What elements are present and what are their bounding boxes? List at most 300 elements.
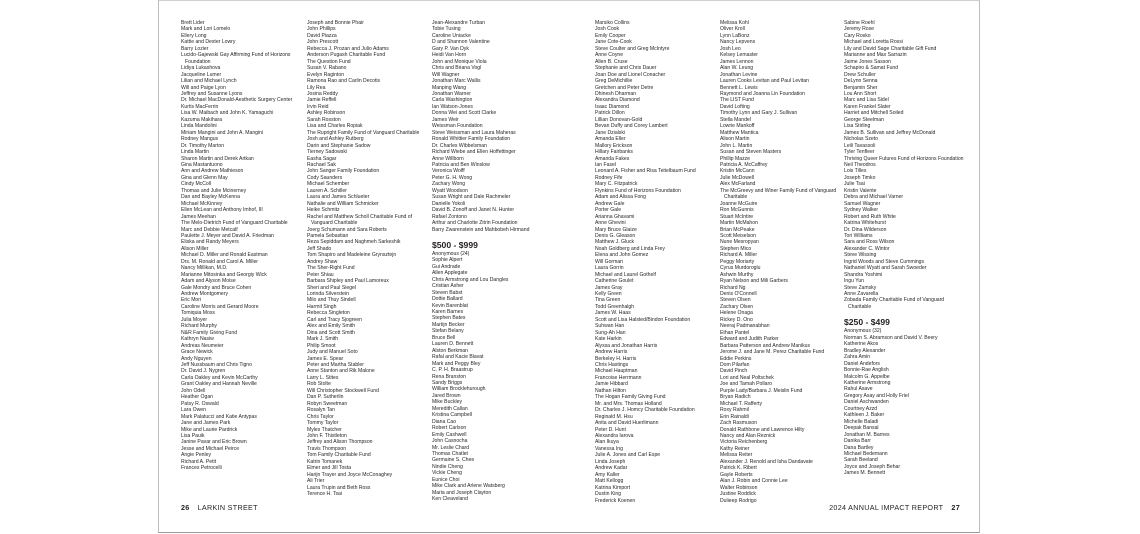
donor-name: Lynn LaBonz bbox=[720, 32, 750, 39]
donor-name: Caroline Morris and Gerard Moore bbox=[181, 303, 259, 310]
donor-name: Anderson Pugash Charitable Fund bbox=[307, 52, 386, 59]
donor-name: Walter Robinson bbox=[720, 484, 758, 491]
donor-name: Katrina Kimport bbox=[595, 484, 631, 491]
donor-name: Tori Williams bbox=[844, 232, 873, 239]
donor-name: Nindie Cheng bbox=[432, 463, 463, 470]
donor-name: Benjamin Sher bbox=[844, 84, 878, 91]
donor-name: The LIST Fund bbox=[720, 97, 754, 104]
donor-name: Dr. Charles Wibbelsman bbox=[432, 142, 487, 149]
donor-name: Lou Ann Short bbox=[844, 90, 877, 97]
donor-name: Kelsey Lemaster bbox=[720, 52, 758, 59]
donor-name: Stefan Belany bbox=[432, 328, 464, 335]
donor-name: Dr. Dina Wilderson bbox=[844, 226, 887, 233]
donor-name: David Lofting bbox=[720, 103, 750, 110]
donor-name: Gretchen and Peter Detre bbox=[595, 84, 654, 91]
donor-name: Lauren D. Bennett bbox=[432, 341, 474, 348]
donor-name: Lauren Cooks Levitan and Paul Levitan bbox=[720, 78, 809, 85]
donor-name: Patsy R. Oswald bbox=[181, 400, 219, 407]
donor-name: Emily Cashwell bbox=[432, 431, 467, 438]
donor-name: Gina and Glenn May bbox=[181, 174, 228, 181]
donor-name: Lorinda Silverstein bbox=[307, 291, 349, 298]
donor-name: Steve Zamsky bbox=[844, 284, 877, 291]
donor-name: Will and Paige Lyon bbox=[181, 84, 226, 91]
donor-name: Kristin McCann bbox=[720, 168, 755, 175]
donor-name: Denis O'Connell bbox=[720, 291, 757, 298]
donor-name: Carl and Tracy Sjogreen bbox=[307, 316, 362, 323]
donor-name: John L. Martin bbox=[720, 142, 753, 149]
donor-name: Mark and Peggy Bley bbox=[432, 360, 481, 367]
donor-name: Marianne Mitosinka and Georgiy Wick bbox=[181, 271, 267, 278]
donor-name: The Sher-Right Fund bbox=[307, 265, 355, 272]
donor-name: Andrey Shaw bbox=[307, 258, 338, 265]
donor-name: Nathan Hilton bbox=[595, 387, 626, 394]
donor-name: James W. Haas bbox=[595, 310, 631, 317]
donor-name: The McGreevy and Winer Family Fund of Vanguard Charitable bbox=[720, 187, 837, 201]
donor-name: Joyce and Joseph Behar bbox=[844, 463, 901, 470]
donor-name: Sharon Martin and Derek Artkan bbox=[181, 155, 254, 162]
donor-name: Ingrid Woods and Steve Cummings bbox=[844, 258, 925, 265]
donor-name: Gui Andrade bbox=[432, 263, 461, 270]
donor-name: Tierney Sadowski bbox=[307, 149, 348, 156]
donor-name: Diana Cao bbox=[432, 418, 457, 425]
donor-name: Melissa Reiter bbox=[720, 452, 753, 459]
donor-name: Cary Rosko bbox=[844, 32, 871, 39]
donor-name: Gina Mastantuono bbox=[181, 161, 223, 168]
donor-name: Kazuma Makihara bbox=[181, 116, 223, 123]
donor-name: James Gray bbox=[595, 284, 623, 291]
donor-name: Jonathan Marc Wallis bbox=[432, 78, 481, 85]
donor-name: Adam and Alissa Fong bbox=[595, 194, 646, 201]
donor-name: James Weir bbox=[432, 116, 459, 123]
donor-name: Ethan Pantel bbox=[720, 329, 750, 336]
donor-name: Lowrie Mankoff bbox=[720, 123, 755, 130]
donor-name: Jonathan Warner bbox=[432, 90, 471, 97]
donor-name: Kelly Green bbox=[595, 291, 622, 298]
donor-name: Jeremy Rose bbox=[844, 26, 875, 33]
donor-name: Manping Wang bbox=[432, 84, 467, 91]
donor-name: Michael Bedemann bbox=[844, 451, 888, 457]
donor-name: Richard Murphy bbox=[181, 323, 217, 330]
donor-name: David Pinch bbox=[720, 368, 748, 375]
donor-name: Jeffrey and Alison Thompson bbox=[307, 439, 373, 446]
donor-name: Joseph and Bonnie Phair bbox=[307, 20, 364, 26]
donor-name: Zobada Family Charitable Fund of Vanguard Charitable bbox=[844, 297, 945, 310]
donor-name: Josh Leo bbox=[720, 45, 741, 52]
donor-name: Laura Gorrin bbox=[595, 265, 624, 272]
donor-name: Terence H. Tsai bbox=[307, 491, 343, 498]
donor-name: Courtney Azzd bbox=[844, 405, 878, 412]
donor-name: Neil Theodros bbox=[844, 161, 876, 168]
donor-name: The Rupright Family Fund of Vanguard Charitable bbox=[307, 129, 420, 136]
donor-name: Ron McGunnis bbox=[720, 207, 754, 214]
donor-name: Jean-Alexandre Turban bbox=[432, 20, 485, 26]
donor-name: Heather Ogan bbox=[181, 394, 213, 401]
donor-name: Zach Rasmuson bbox=[720, 420, 758, 427]
donor-name: Ian Fasel bbox=[595, 161, 616, 168]
donor-name: Anne Zavarella bbox=[844, 291, 879, 298]
donor-name: Weissman Foundation bbox=[432, 123, 483, 130]
donor-name: Sandy Briggs bbox=[432, 380, 463, 387]
donor-name: Anita and David Huerlimann bbox=[595, 420, 659, 427]
donor-name: James E. Spear bbox=[307, 355, 344, 362]
donor-name: Thomas Chatlet bbox=[432, 451, 468, 457]
donor-name: Jane Dzialski bbox=[595, 129, 626, 136]
donor-name: Brian McPeake bbox=[720, 226, 755, 233]
donor-name: Emily Cooper bbox=[595, 32, 626, 39]
donor-name: Samuel Wagner bbox=[844, 200, 881, 207]
footer-right bbox=[829, 503, 960, 512]
donor-name: Dr. David J. Nygren bbox=[181, 368, 226, 375]
donor-name: Elena and John Gomez bbox=[595, 252, 649, 259]
donor-name: Chris Hastings bbox=[595, 362, 629, 369]
donor-name: Carla Oakley and Kevin McCarthy bbox=[181, 374, 258, 381]
donor-name: Schapiro & Samat Fund bbox=[844, 65, 899, 72]
donor-name: Rena Branston bbox=[432, 373, 466, 380]
donor-name: Edward and Judith Parker bbox=[720, 336, 779, 343]
donor-name: Steve Weissman and Laura Maheras bbox=[432, 129, 516, 136]
donor-name: D and Shannon Valentine bbox=[432, 39, 490, 46]
donor-name: Robert Carlson bbox=[432, 425, 467, 432]
donor-name: Dustin King bbox=[595, 491, 622, 498]
donor-name: Daniel Andefors bbox=[844, 360, 880, 367]
donor-name: Dr. Timothy Marton bbox=[181, 142, 225, 149]
donor-name: Alex McFarland bbox=[720, 181, 756, 188]
donor-name: Marc and Lisa Sidel bbox=[844, 97, 889, 104]
donor-name: Jaime Jones Sasson bbox=[844, 58, 892, 65]
donor-name: Eric Mori bbox=[181, 297, 202, 304]
donor-name: Joe and Tamah Pollaro bbox=[720, 381, 773, 388]
donor-name: Sydney Walker bbox=[844, 207, 879, 214]
donor-name: Patrick Dillon bbox=[595, 110, 625, 117]
donor-name: The Melo-Dietrich Fund of Vanguard Charitable bbox=[181, 220, 288, 227]
donor-name: Mike and Laurie Pardrick bbox=[181, 426, 238, 433]
donor-name: Alexander J. Renold and Isha Dandavate bbox=[720, 458, 813, 465]
donor-name: Katherine Akos bbox=[844, 341, 879, 348]
donor-name: Barry Zwarenstein and Mahbobeh Hirmand bbox=[432, 226, 530, 233]
donor-name: Jeffrey and Susanne Lyons bbox=[181, 90, 243, 97]
donor-name: Mary C. Fitzpatrick bbox=[595, 181, 638, 188]
donor-name: Mark and Lori Lomelo bbox=[181, 26, 231, 33]
donor-name: Kathleen J. Baker bbox=[844, 412, 885, 419]
donor-name: Mr. and Mrs. Thomas Holland bbox=[595, 400, 662, 407]
donor-name: Scott Meiselson bbox=[720, 232, 756, 239]
donor-name: Jeff Shado bbox=[307, 245, 332, 252]
donor-name: Isaac Diamond bbox=[595, 103, 629, 110]
donor-name: Linda Mandolini bbox=[181, 123, 217, 130]
donor-name: Kattie and Dexter Lowry bbox=[181, 39, 236, 46]
donor-name: Mallory Erickson bbox=[595, 142, 633, 149]
donor-name: Rickey D. Ono bbox=[720, 316, 753, 323]
donor-name: Harriet and Mitchell Soiled bbox=[844, 110, 904, 117]
donor-name: Richard A. Petit bbox=[181, 458, 217, 465]
donor-name: Stephen Mico bbox=[720, 245, 752, 252]
donor-name: Anonymous (24) bbox=[432, 250, 470, 257]
donor-name: Phillip Mazze bbox=[720, 155, 751, 162]
giving-tier-heading: $500 - $999 bbox=[432, 239, 478, 250]
donor-name: Helene Onaga bbox=[720, 310, 753, 317]
donor-name: Michael and Laurel Gothelf bbox=[595, 271, 656, 278]
donor-name: Erin Rainaldi bbox=[720, 413, 749, 420]
donor-name: Dana Bartley bbox=[844, 444, 874, 451]
donor-name: Peter D. Hunt bbox=[595, 426, 626, 433]
donor-name: Richard Ng bbox=[720, 284, 746, 291]
donor-name: Stuart McIntire bbox=[720, 213, 754, 220]
donor-name: Dina and Scott Smith bbox=[307, 329, 355, 336]
donor-name: Matt Kellogg bbox=[595, 478, 624, 485]
donor-name: Danika Barr bbox=[844, 438, 871, 445]
donor-name: Zachary Olsen bbox=[720, 303, 754, 310]
donor-name: Porter Gale bbox=[595, 207, 622, 214]
donor-name: Cindy McColl bbox=[181, 181, 212, 188]
donor-name: Tyler Tenfleer bbox=[844, 149, 875, 156]
donor-name: Daniel Aschwanden bbox=[844, 399, 889, 406]
donor-name: Myles Thatcher bbox=[307, 426, 342, 433]
donor-name: Drs. M. Ronald and Carol A. Miller bbox=[181, 258, 258, 265]
donor-name: Chris and Briana Vogl bbox=[432, 65, 482, 72]
donor-name: Veronica Wolff bbox=[432, 168, 465, 175]
donor-name: Rebecca J. Prozan and Julio Adams bbox=[307, 45, 389, 52]
donor-name: John Casnocha bbox=[432, 438, 468, 445]
donor-name: Angie Penley bbox=[181, 452, 212, 459]
donor-name: Frances Petrocelli bbox=[181, 465, 222, 472]
donor-name: Oliver Kroll bbox=[720, 26, 745, 33]
donor-name: Germaine S. Chee bbox=[432, 457, 475, 464]
donor-name: Ryan Nelson and Mili Garbers bbox=[720, 278, 788, 285]
donor-name: Melissa Kohl bbox=[720, 20, 749, 26]
donor-name: Tom Shapiro and Madeleine Grynsztejn bbox=[307, 252, 397, 259]
donor-name: Cyrus Murdoroglu bbox=[720, 265, 761, 272]
donor-name: Amanda Fakes bbox=[595, 155, 630, 162]
donor-name: Michelle Baladi bbox=[844, 418, 879, 425]
donor-name: Ken Cleaveland bbox=[432, 496, 468, 503]
donor-name: Dr. Charles J. Homcy Charitable Foundation bbox=[595, 407, 695, 414]
donor-name: Steve Coulter and Greg McIntyre bbox=[595, 45, 670, 52]
footer-left bbox=[181, 503, 258, 512]
donor-name: Laura Trupin and Beth Ross bbox=[307, 484, 371, 491]
donor-name: The Hogan Family Giving Fund bbox=[595, 394, 666, 401]
donor-name: Greg DeMichillie bbox=[595, 78, 633, 85]
donor-name: Zachary Wong bbox=[432, 181, 466, 188]
donor-name: Rosalyn Tan bbox=[307, 407, 335, 414]
donor-name: Marianne and Max Sarrazin bbox=[844, 52, 907, 59]
donor-column-2 bbox=[307, 20, 431, 498]
donor-name: Gale Mondry and Bruce Cohen bbox=[181, 284, 252, 291]
donor-column-4 bbox=[595, 20, 719, 504]
donor-name: Patricia and Ben Winslow bbox=[432, 161, 490, 168]
donor-name: Francoise Herrmann bbox=[595, 374, 642, 381]
donor-name: DeLynn Senna bbox=[844, 78, 878, 85]
donor-name: Anne Stanton and Rik Malone bbox=[307, 368, 375, 375]
donor-name: Chris Taylor bbox=[307, 413, 334, 420]
donor-name: Raymond and Joanna Lin Foundation bbox=[720, 90, 805, 97]
donor-name: Tom Family Charitable Fund bbox=[307, 452, 371, 459]
donor-name: Robert and Ruth White bbox=[844, 213, 896, 220]
donor-name: Sung-Ah Han bbox=[595, 329, 626, 336]
donor-name: Bennett L. Lewis bbox=[720, 84, 758, 91]
donor-name: Vickie Cheng bbox=[432, 470, 462, 477]
donor-name: Nancy Millikan, M.D. bbox=[181, 265, 228, 272]
donor-name: Zahra Amin bbox=[844, 354, 871, 361]
donor-name: Joerg Schumann and Sara Roberts bbox=[307, 226, 387, 233]
donor-name: Shandra Yoshimi bbox=[844, 271, 883, 278]
donor-name: Malcolm G. Appelbe bbox=[844, 373, 890, 380]
donor-name: Patrick K. Ribert bbox=[720, 465, 757, 472]
donor-name: Rodney Mangus bbox=[181, 136, 219, 143]
donor-name: Bryan Radich bbox=[720, 394, 751, 401]
publication-name: LARKIN STREET bbox=[197, 503, 258, 512]
donor-name: Tina Green bbox=[595, 297, 621, 304]
donor-name: Deepak Bansal bbox=[844, 425, 879, 432]
donor-name: Dhinesh Dharman bbox=[595, 90, 637, 97]
donor-name: Reza Sepiddam and Naghmeh Sarkeshik bbox=[307, 239, 401, 246]
donor-name: Jonathan Levine bbox=[720, 71, 758, 78]
donor-name: Mike Clark and Arlene Watsberg bbox=[432, 483, 505, 490]
donor-name: Karen Barnes bbox=[432, 309, 464, 316]
donor-name: Pamela Sebastian bbox=[307, 232, 349, 239]
donor-name: Joan Doe and Lionel Conacher bbox=[595, 71, 666, 78]
donor-name: Heike Schmitz bbox=[307, 207, 340, 214]
donor-name: Alston Berkman bbox=[432, 347, 468, 354]
donor-name: Paulette J. Meyer and David A. Friedman bbox=[181, 232, 274, 239]
donor-name: Stella Mandel bbox=[720, 116, 751, 123]
donor-name: Barbara Patterson and Andrew Manikus bbox=[720, 342, 811, 349]
donor-name: Lillian Donovan-Gold bbox=[595, 116, 643, 123]
donor-name: Peter Shiau bbox=[307, 271, 334, 278]
donor-name: Will Wagner bbox=[432, 71, 460, 78]
donor-name: Lori and Neal Poltschek bbox=[720, 374, 774, 381]
donor-name: Michael McKinney bbox=[181, 200, 223, 207]
donor-name: Barry Lozier bbox=[181, 45, 209, 52]
donor-name: Linda Martin bbox=[181, 149, 210, 156]
donor-name: Justine Roddick bbox=[720, 491, 756, 498]
donor-name: Sarah Beeland bbox=[844, 457, 878, 464]
donor-name: Heidi Van Horn bbox=[432, 52, 467, 59]
donor-name: John Sanger Family Foundation bbox=[307, 168, 380, 175]
donor-name: Alex and Emily Smith bbox=[307, 323, 356, 330]
donor-name: Evelyn Raginton bbox=[307, 71, 345, 78]
donor-name: Allen Applegate bbox=[432, 270, 468, 277]
donor-name: Sarah Rosston bbox=[307, 116, 341, 123]
donor-name: Allen B. Cruse bbox=[595, 58, 628, 65]
donor-name: John Phillips bbox=[307, 26, 336, 33]
donor-name: Bevan Duffy and Corey Lambert bbox=[595, 123, 668, 130]
donor-column-6 bbox=[844, 20, 968, 477]
donor-name: Andreas Neumeier bbox=[181, 342, 224, 349]
donor-name: Andrew Montgomery bbox=[181, 291, 228, 298]
donor-name: John Odell bbox=[181, 387, 206, 394]
donor-name: George Steelman bbox=[844, 116, 884, 123]
donor-name: Leonard A. Fisher and Risa Teitelbaum Fund bbox=[595, 168, 696, 175]
donor-name: Purple Lady/Barbara J. Meislin Fund bbox=[720, 387, 803, 394]
donor-name: Peggy Moriarty bbox=[720, 258, 755, 265]
donor-name: Judy and Manuel Soto bbox=[307, 349, 358, 356]
donor-name: Bradley Alexander bbox=[844, 347, 886, 354]
donor-name: Catherine Goulet bbox=[595, 278, 634, 285]
donor-name: Ellery Long bbox=[181, 32, 207, 39]
donor-name: The Question Fund bbox=[307, 58, 351, 65]
donor-name: Alexandra Diamond bbox=[595, 97, 640, 104]
donor-name: N&R Family Giving Fund bbox=[181, 329, 238, 336]
donor-name: Laura and James Schlueter bbox=[307, 194, 370, 201]
donor-name: Michael T. Rafferty bbox=[720, 400, 762, 407]
donor-name: Nancy Lepvens bbox=[720, 39, 756, 46]
donor-name: Josina Reddy bbox=[307, 90, 338, 97]
donor-name: Milo and Thuy Sindell bbox=[307, 297, 356, 304]
donor-name: Jamie Reffell bbox=[307, 97, 337, 104]
donor-name: Will Christopher Stockwell Fund bbox=[307, 387, 379, 394]
donor-name: Arianna Ghavami bbox=[595, 213, 635, 220]
donor-name: Elmer and Jill Tosta bbox=[307, 465, 352, 472]
donor-name: Michael D. Miller and Ronald Eastman bbox=[181, 252, 268, 259]
donor-name: Kate Harkin bbox=[595, 336, 622, 343]
donor-name: Rob Stolte bbox=[307, 381, 331, 388]
donor-column-5 bbox=[720, 20, 844, 504]
donor-name: Cody Saunders bbox=[307, 174, 343, 181]
donor-name: Tommy Taylor bbox=[307, 420, 339, 427]
donor-name: Andrew Kadar bbox=[595, 465, 628, 472]
page-number-right: 27 bbox=[951, 503, 960, 512]
donor-name: Kathy Reiner bbox=[720, 445, 750, 452]
donor-name: Rebecca Singleton bbox=[307, 310, 350, 317]
donor-name: Alison Martin bbox=[720, 136, 750, 143]
donor-name: Sabine Roehl bbox=[844, 20, 875, 26]
donor-name: Philip Smoot bbox=[307, 342, 336, 349]
donor-name: Ellen McLean and Anthony Imhof, III bbox=[181, 207, 263, 214]
donor-name: Katrina Whitehurst bbox=[844, 220, 886, 227]
donor-name: Nathalie and William Schmicker bbox=[307, 200, 379, 207]
donor-name: Noah Goldberg and Linda Frey bbox=[595, 245, 665, 252]
donor-name: Debra and Michael Varner bbox=[844, 194, 904, 201]
donor-name: Thriving Queer Futures Fund of Horizons Foundation bbox=[844, 155, 964, 162]
donor-name: Grace Newick bbox=[181, 349, 213, 356]
donor-name: Anonymous (32) bbox=[844, 328, 882, 335]
donor-name: Berkeley H. Harris bbox=[595, 355, 637, 362]
donor-name: Carla Washington bbox=[432, 97, 473, 104]
donor-name: Bruce Bell bbox=[432, 334, 456, 341]
donor-name: Julie Tsai bbox=[844, 181, 865, 188]
donor-name: Todd Greenhalgh bbox=[595, 303, 635, 310]
donor-name: Gayle Roberts bbox=[720, 471, 753, 478]
giving-tier-heading: $250 - $499 bbox=[844, 317, 890, 328]
donor-name: Alyssa and Jonathan Harris bbox=[595, 342, 658, 349]
donor-name: Ashwin Murthy bbox=[720, 271, 754, 278]
donor-name: Alan W. Leung bbox=[720, 65, 754, 72]
donor-name: James M. Bennett bbox=[844, 470, 886, 477]
donor-name: Adam and Alyson Moise bbox=[181, 278, 236, 285]
donor-name: Lily Rea bbox=[307, 84, 326, 91]
donor-name: Andrew Gale bbox=[595, 200, 625, 207]
donor-name: Ashley Robinson bbox=[307, 110, 346, 117]
donor-name: Brett Lider bbox=[181, 20, 205, 26]
donor-name: Mark J. Smith bbox=[307, 336, 339, 343]
donor-name: Rahul Asave bbox=[844, 386, 873, 393]
donor-name: Kurtis MacFerrin bbox=[181, 103, 219, 110]
donor-name: Norman S. Abramson and David V. Beery bbox=[844, 334, 938, 341]
donor-name: Julie A. Jones and Carl Espe bbox=[595, 452, 661, 459]
donor-name: John and Monique Viola bbox=[432, 58, 487, 65]
donor-name: Lidiya Lukashova bbox=[181, 65, 221, 72]
donor-name: Susan V. Rabano bbox=[307, 65, 347, 72]
donor-name: Vanessa Ing bbox=[595, 445, 623, 452]
donor-name: Anne Willborn bbox=[432, 155, 464, 162]
donor-name: Kathryn Nasiw bbox=[181, 336, 214, 343]
donor-name: Rachael Sak bbox=[307, 161, 336, 168]
donor-name: Ian Watson-Jones bbox=[432, 103, 473, 110]
donor-name: Patricia A. McCaffrey bbox=[720, 161, 768, 168]
donor-name: Julie McDowell bbox=[720, 174, 754, 181]
page-number-left: 26 bbox=[181, 503, 190, 512]
donor-name: Nancy and Alan Reznick bbox=[720, 433, 776, 439]
